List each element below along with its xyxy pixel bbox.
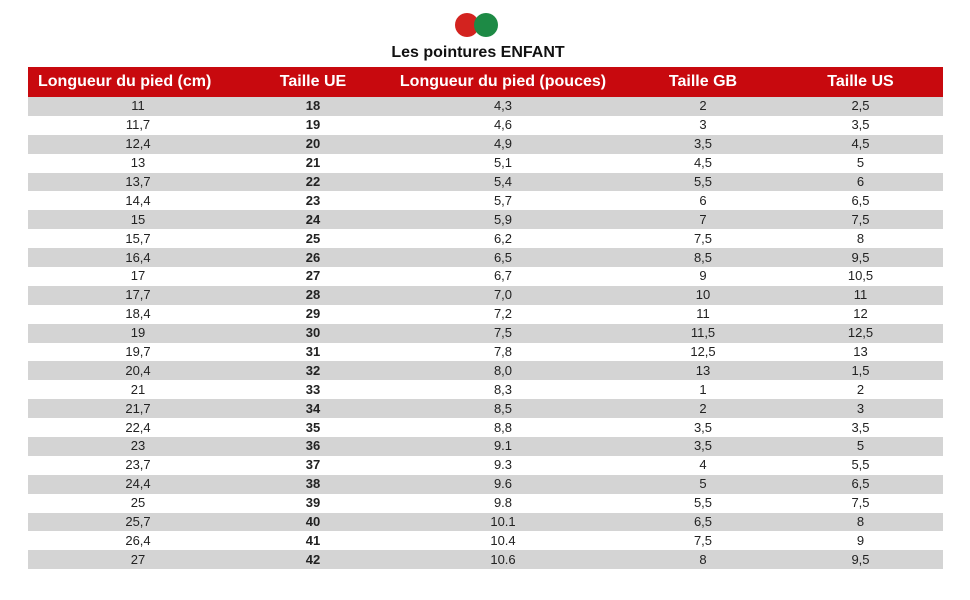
us-size-cell: 10,5 (778, 267, 943, 286)
foot-length-inches-cell: 10.6 (378, 550, 628, 569)
table-row (28, 418, 943, 437)
foot-length-inches-cell: 5,9 (378, 210, 628, 229)
foot-length-inches-cell: 7,5 (378, 324, 628, 343)
foot-length-inches-cell: 8,3 (378, 380, 628, 399)
eu-size-cell: 29 (248, 305, 378, 324)
foot-length-cm-cell: 19 (28, 324, 248, 343)
gb-size-cell: 6,5 (628, 513, 778, 532)
us-size-cell: 4,5 (778, 135, 943, 154)
table-row (28, 210, 943, 229)
foot-length-cm-cell: 11 (28, 97, 248, 116)
table-row (28, 154, 943, 173)
us-size-cell: 9,5 (778, 550, 943, 569)
foot-length-inches-cell: 9.6 (378, 475, 628, 494)
gb-size-cell: 4,5 (628, 154, 778, 173)
foot-length-inches-cell: 5,7 (378, 191, 628, 210)
foot-length-inches-cell: 8,0 (378, 361, 628, 380)
foot-length-inches-cell: 5,4 (378, 173, 628, 192)
us-size-cell: 2 (778, 380, 943, 399)
gb-size-cell: 9 (628, 267, 778, 286)
table-row (28, 513, 943, 532)
table-row (28, 116, 943, 135)
table-row (28, 494, 943, 513)
gb-size-cell: 8 (628, 550, 778, 569)
eu-size-cell: 41 (248, 531, 378, 550)
us-size-cell: 5 (778, 437, 943, 456)
us-size-cell: 5 (778, 154, 943, 173)
foot-length-inches-cell: 7,8 (378, 343, 628, 362)
gb-size-cell: 1 (628, 380, 778, 399)
gb-size-cell: 8,5 (628, 248, 778, 267)
us-size-cell: 9 (778, 531, 943, 550)
eu-size-cell: 23 (248, 191, 378, 210)
eu-size-cell: 30 (248, 324, 378, 343)
table-row (28, 361, 943, 380)
foot-length-cm-cell: 21,7 (28, 399, 248, 418)
foot-length-inches-cell: 4,3 (378, 97, 628, 116)
us-size-cell: 6,5 (778, 475, 943, 494)
table-row (28, 437, 943, 456)
size-chart-table (28, 67, 943, 569)
header-us-size: Taille US (778, 67, 943, 97)
table-header-row (28, 67, 943, 97)
us-size-cell: 6,5 (778, 191, 943, 210)
eu-size-cell: 31 (248, 343, 378, 362)
foot-length-cm-cell: 15 (28, 210, 248, 229)
foot-length-inches-cell: 5,1 (378, 154, 628, 173)
foot-length-cm-cell: 26,4 (28, 531, 248, 550)
eu-size-cell: 20 (248, 135, 378, 154)
foot-length-inches-cell: 7,2 (378, 305, 628, 324)
us-size-cell: 1,5 (778, 361, 943, 380)
table-row (28, 343, 943, 362)
eu-size-cell: 36 (248, 437, 378, 456)
foot-length-cm-cell: 11,7 (28, 116, 248, 135)
table-row (28, 135, 943, 154)
eu-size-cell: 21 (248, 154, 378, 173)
us-size-cell: 12 (778, 305, 943, 324)
eu-size-cell: 26 (248, 248, 378, 267)
header-foot-length-cm: Longueur du pied (cm) (28, 67, 248, 97)
eu-size-cell: 33 (248, 380, 378, 399)
foot-length-cm-cell: 27 (28, 550, 248, 569)
table-row (28, 191, 943, 210)
us-size-cell: 3,5 (778, 116, 943, 135)
table-row (28, 324, 943, 343)
eu-size-cell: 19 (248, 116, 378, 135)
foot-length-cm-cell: 24,4 (28, 475, 248, 494)
table-row (28, 380, 943, 399)
gb-size-cell: 11,5 (628, 324, 778, 343)
foot-length-inches-cell: 6,7 (378, 267, 628, 286)
table-row (28, 475, 943, 494)
foot-length-inches-cell: 6,2 (378, 229, 628, 248)
table-row (28, 248, 943, 267)
gb-size-cell: 10 (628, 286, 778, 305)
foot-length-cm-cell: 25 (28, 494, 248, 513)
us-size-cell: 8 (778, 513, 943, 532)
eu-size-cell: 39 (248, 494, 378, 513)
gb-size-cell: 13 (628, 361, 778, 380)
us-size-cell: 12,5 (778, 324, 943, 343)
table-row (28, 229, 943, 248)
eu-size-cell: 25 (248, 229, 378, 248)
foot-length-inches-cell: 4,9 (378, 135, 628, 154)
foot-length-cm-cell: 23 (28, 437, 248, 456)
foot-length-cm-cell: 13,7 (28, 173, 248, 192)
gb-size-cell: 11 (628, 305, 778, 324)
us-size-cell: 7,5 (778, 494, 943, 513)
gb-size-cell: 5,5 (628, 173, 778, 192)
table-row (28, 531, 943, 550)
table-row (28, 550, 943, 569)
gb-size-cell: 3,5 (628, 418, 778, 437)
table-row (28, 97, 943, 116)
us-size-cell: 9,5 (778, 248, 943, 267)
gb-size-cell: 3 (628, 116, 778, 135)
us-size-cell: 2,5 (778, 97, 943, 116)
table-row (28, 305, 943, 324)
eu-size-cell: 37 (248, 456, 378, 475)
foot-length-inches-cell: 8,5 (378, 399, 628, 418)
header-foot-length-inches: Longueur du pied (pouces) (378, 67, 628, 97)
page-title: Les pointures ENFANT (391, 44, 565, 61)
eu-size-cell: 27 (248, 267, 378, 286)
foot-length-inches-cell: 7,0 (378, 286, 628, 305)
foot-length-cm-cell: 22,4 (28, 418, 248, 437)
foot-length-cm-cell: 21 (28, 380, 248, 399)
us-size-cell: 11 (778, 286, 943, 305)
gb-size-cell: 7,5 (628, 229, 778, 248)
gb-size-cell: 6 (628, 191, 778, 210)
eu-size-cell: 24 (248, 210, 378, 229)
gb-size-cell: 7,5 (628, 531, 778, 550)
eu-size-cell: 18 (248, 97, 378, 116)
foot-length-cm-cell: 13 (28, 154, 248, 173)
us-size-cell: 3,5 (778, 418, 943, 437)
eu-size-cell: 32 (248, 361, 378, 380)
foot-length-inches-cell: 8,8 (378, 418, 628, 437)
gb-size-cell: 2 (628, 399, 778, 418)
foot-length-cm-cell: 14,4 (28, 191, 248, 210)
foot-length-cm-cell: 18,4 (28, 305, 248, 324)
table-row (28, 286, 943, 305)
foot-length-inches-cell: 6,5 (378, 248, 628, 267)
gb-size-cell: 12,5 (628, 343, 778, 362)
foot-length-cm-cell: 15,7 (28, 229, 248, 248)
gb-size-cell: 2 (628, 97, 778, 116)
us-size-cell: 8 (778, 229, 943, 248)
foot-length-inches-cell: 4,6 (378, 116, 628, 135)
gb-size-cell: 5 (628, 475, 778, 494)
foot-length-cm-cell: 20,4 (28, 361, 248, 380)
us-size-cell: 5,5 (778, 456, 943, 475)
table-row (28, 456, 943, 475)
eu-size-cell: 42 (248, 550, 378, 569)
us-size-cell: 6 (778, 173, 943, 192)
foot-length-cm-cell: 19,7 (28, 343, 248, 362)
table-row (28, 399, 943, 418)
gb-size-cell: 5,5 (628, 494, 778, 513)
eu-size-cell: 40 (248, 513, 378, 532)
table-row (28, 173, 943, 192)
foot-length-inches-cell: 9.3 (378, 456, 628, 475)
us-size-cell: 7,5 (778, 210, 943, 229)
header-eu-size: Taille UE (248, 67, 378, 97)
table-row (28, 267, 943, 286)
foot-length-cm-cell: 16,4 (28, 248, 248, 267)
foot-length-cm-cell: 23,7 (28, 456, 248, 475)
foot-length-inches-cell: 9.1 (378, 437, 628, 456)
foot-length-cm-cell: 25,7 (28, 513, 248, 532)
eu-size-cell: 35 (248, 418, 378, 437)
gb-size-cell: 7 (628, 210, 778, 229)
foot-length-cm-cell: 17,7 (28, 286, 248, 305)
us-size-cell: 13 (778, 343, 943, 362)
foot-length-inches-cell: 10.4 (378, 531, 628, 550)
brand-logo (455, 13, 499, 39)
eu-size-cell: 22 (248, 173, 378, 192)
green-circle-icon (474, 13, 498, 37)
eu-size-cell: 28 (248, 286, 378, 305)
foot-length-inches-cell: 10.1 (378, 513, 628, 532)
gb-size-cell: 3,5 (628, 135, 778, 154)
foot-length-cm-cell: 12,4 (28, 135, 248, 154)
foot-length-inches-cell: 9.8 (378, 494, 628, 513)
gb-size-cell: 4 (628, 456, 778, 475)
header-gb-size: Taille GB (628, 67, 778, 97)
gb-size-cell: 3,5 (628, 437, 778, 456)
eu-size-cell: 34 (248, 399, 378, 418)
us-size-cell: 3 (778, 399, 943, 418)
eu-size-cell: 38 (248, 475, 378, 494)
foot-length-cm-cell: 17 (28, 267, 248, 286)
